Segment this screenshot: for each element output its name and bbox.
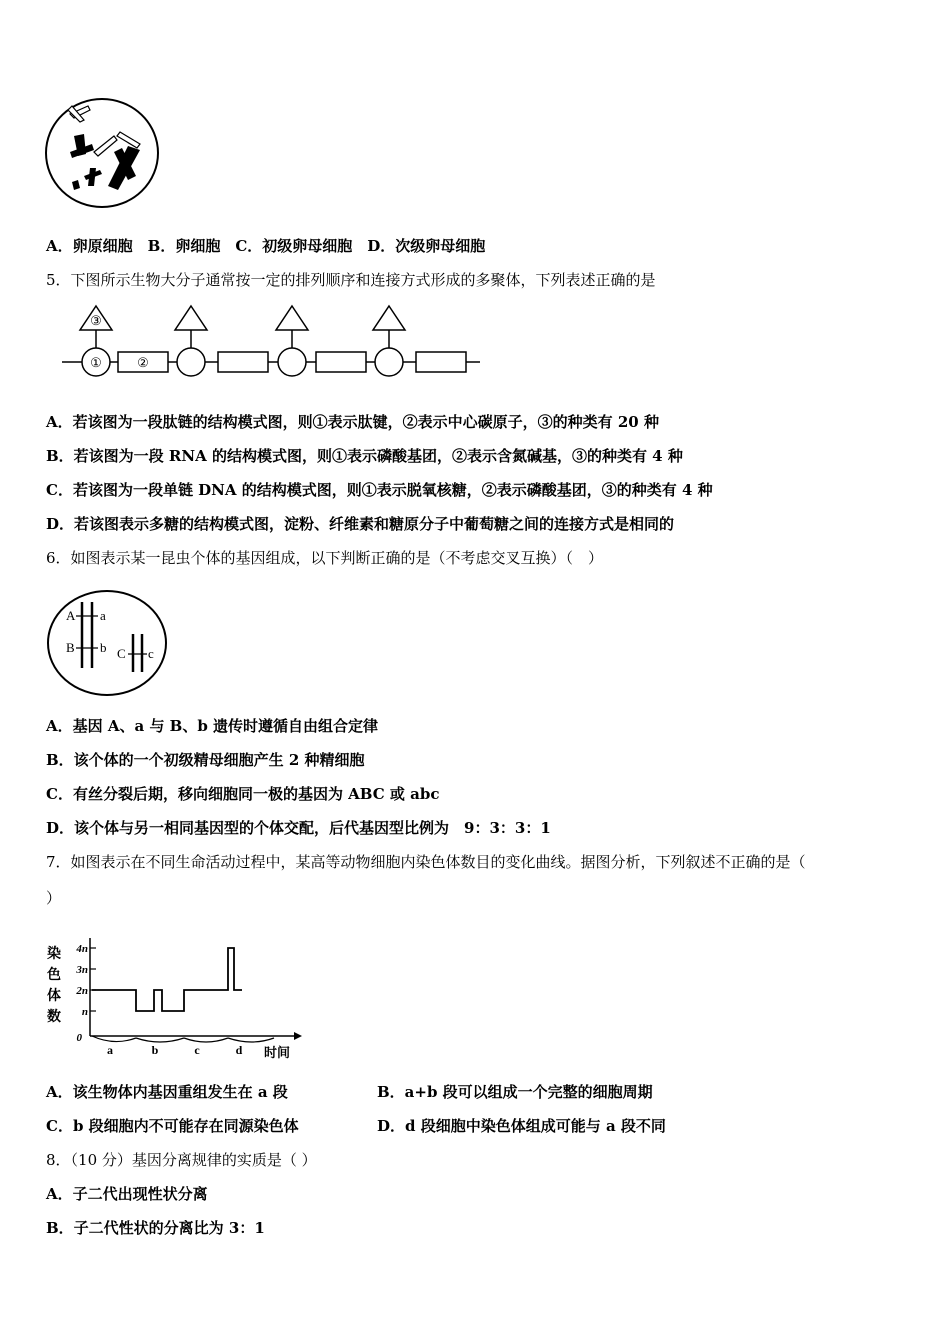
chromosome-curve-chart [44, 936, 306, 1062]
q6-option-d: D．该个体与另一相同基因型的个体交配，后代基因型比例为 9：3：3：1 [46, 819, 551, 837]
gene-a: a [100, 608, 106, 623]
ylabel-char-2: 色 [47, 968, 61, 983]
ylabel-char-1: 染 [47, 947, 61, 962]
q6-option-b: B．该个体的一个初级精母细胞产生 2 种精细胞 [46, 751, 365, 769]
cell-chromosome-figure [44, 96, 162, 210]
gene-b: b [100, 640, 107, 655]
gene-C: C [117, 646, 126, 661]
ytick-n: n [81, 1006, 88, 1018]
ytick-2n: 2n [76, 985, 88, 997]
ylabel-char-3: 体 [47, 989, 61, 1004]
gene-B: B [66, 640, 75, 655]
q5-option-a: A．若该图为一段肽链的结构模式图，则①表示肽键，②表示中心碳原子，③的种类有 20 种 [46, 413, 659, 431]
xtick-d: d [235, 1043, 243, 1057]
ytick-4n: 4n [76, 943, 88, 955]
q7-option-b: B．a+b 段可以组成一个完整的细胞周期 [377, 1083, 653, 1101]
q7-stem-line2: ） [46, 889, 62, 907]
chromosome-curve-line [92, 948, 242, 1011]
q8-stem: 8．（10 分）基因分离规律的实质是（ ） [46, 1151, 317, 1169]
ytick-0: 0 [76, 1032, 82, 1044]
q7-stem-line1: 7．如图表示在不同生命活动过程中，某高等动物细胞内染色体数目的变化曲线。据图分析，下列叙述不正确的是（ [46, 853, 806, 871]
q7-option-a: A．该生物体内基因重组发生在 a 段 [46, 1083, 288, 1101]
polymer-chain-figure [60, 304, 484, 382]
q5-option-b: B．若该图为一段 RNA 的结构模式图，则①表示磷酸基团，②表示含氮碱基，③的种类有 4 种 [46, 447, 683, 465]
q5-option-d: D．若该图表示多糖的结构模式图，淀粉、纤维素和糖原分子中葡萄糖之间的连接方式是相同的 [46, 515, 675, 533]
label-three: ③ [90, 313, 102, 328]
ytick-3n: 3n [76, 964, 88, 976]
gene-A: A [66, 608, 76, 623]
q7-option-c: C．b 段细胞内不可能存在同源染色体 [46, 1117, 299, 1135]
gene-c: c [148, 646, 154, 661]
xtick-a: a [107, 1043, 113, 1057]
q8-option-a: A．子二代出现性状分离 [46, 1185, 208, 1203]
q4-options: A．卵原细胞 B．卵细胞 C．初级卵母细胞 D．次级卵母细胞 [46, 237, 486, 255]
q6-option-c: C．有丝分裂后期，移向细胞同一极的基因为 ABC 或 abc [46, 785, 440, 803]
xtick-b: b [151, 1043, 159, 1057]
q6-option-a: A．基因 A、a 与 B、b 遗传时遵循自由组合定律 [46, 717, 379, 735]
q7-option-d: D．d 段细胞中染色体组成可能与 a 段不同 [377, 1117, 666, 1135]
gene-cell-figure [46, 588, 170, 700]
q6-stem: 6．如图表示某一昆虫个体的基因组成，以下判断正确的是（不考虑交叉互换）（ ） [46, 549, 604, 567]
ylabel-char-4: 数 [47, 1010, 61, 1025]
q5-option-c: C．若该图为一段单链 DNA 的结构模式图，则①表示脱氧核糖，②表示磷酸基团，③的种类有 4 种 [46, 481, 713, 499]
q8-option-b: B．子二代性状的分离比为 3：1 [46, 1219, 265, 1237]
q5-stem: 5．下图所示生物大分子通常按一定的排列顺序和连接方式形成的多聚体，下列表述正确的是 [46, 271, 656, 289]
label-two: ② [137, 355, 149, 370]
label-one: ① [90, 355, 102, 370]
xlabel: 时间 [263, 1045, 291, 1060]
xtick-c: c [194, 1043, 200, 1057]
